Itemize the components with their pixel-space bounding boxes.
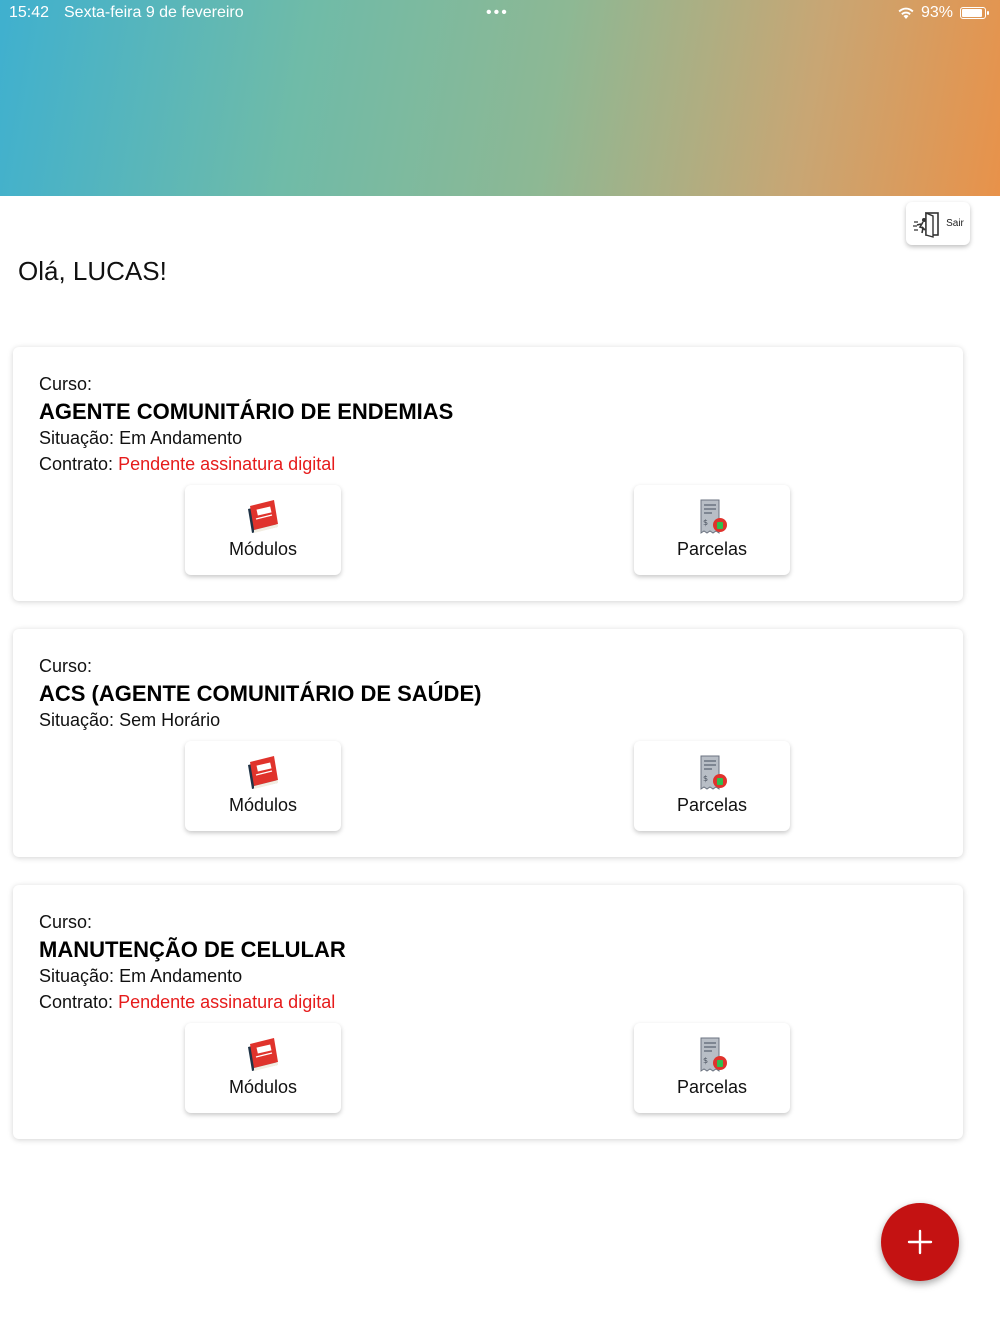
installments-button[interactable] [634,741,790,831]
battery-percent: 93% [921,4,954,21]
book-icon [243,753,283,793]
course-card [13,629,963,857]
wifi-icon [897,6,915,20]
situation-value: Sem Horário [119,710,221,730]
situation-value: Em Andamento [119,428,243,448]
svg-text:$: $ [703,1056,709,1065]
battery-icon [960,7,986,19]
logout-label: Sair [946,218,964,229]
book-icon [243,1035,283,1075]
book-icon [243,497,283,537]
greeting-text: Olá, LUCAS! [18,256,167,286]
add-course-button[interactable] [881,1203,959,1281]
course-label: Curso: [39,656,93,676]
svg-text:$: $ [703,518,709,527]
status-bar [0,0,1000,28]
contract-line [39,454,335,475]
contract-status[interactable]: Pendente assinatura digital [118,454,336,474]
installments-label: Parcelas [676,795,748,815]
door-exit-icon [912,210,944,238]
situation-line [39,966,242,987]
situation-label: Situação: [39,966,115,986]
modules-button[interactable] [185,485,341,575]
installments-label: Parcelas [676,1077,748,1097]
situation-line [39,710,220,731]
course-label: Curso: [39,912,93,932]
receipt-icon [692,1035,732,1075]
installments-button[interactable] [634,1023,790,1113]
course-name: MANUTENÇÃO DE CELULAR [39,937,346,962]
logout-button[interactable] [906,202,970,245]
course-card [13,347,963,601]
receipt-icon [692,753,732,793]
installments-label: Parcelas [676,539,748,559]
modules-label: Módulos [228,1077,298,1097]
multitask-dots-icon[interactable]: ••• [486,4,509,21]
modules-label: Módulos [228,539,298,559]
contract-label: Contrato: [39,992,114,1012]
plus-icon [906,1228,934,1256]
situation-value: Em Andamento [119,966,243,986]
modules-button[interactable] [185,1023,341,1113]
status-date: Sexta-feira 9 de fevereiro [64,4,244,21]
modules-button[interactable] [185,741,341,831]
situation-label: Situação: [39,710,115,730]
contract-line [39,992,335,1013]
course-name: AGENTE COMUNITÁRIO DE ENDEMIAS [39,399,454,424]
svg-text:$: $ [703,774,709,783]
receipt-icon [692,497,732,537]
situation-line [39,428,242,449]
situation-label: Situação: [39,428,115,448]
modules-label: Módulos [228,795,298,815]
course-name: ACS (AGENTE COMUNITÁRIO DE SAÚDE) [39,681,482,706]
course-label: Curso: [39,374,93,394]
course-card [13,885,963,1139]
header-banner [0,0,1000,196]
contract-status[interactable]: Pendente assinatura digital [118,992,336,1012]
status-time: 15:42 [9,4,50,21]
installments-button[interactable] [634,485,790,575]
contract-label: Contrato: [39,454,114,474]
